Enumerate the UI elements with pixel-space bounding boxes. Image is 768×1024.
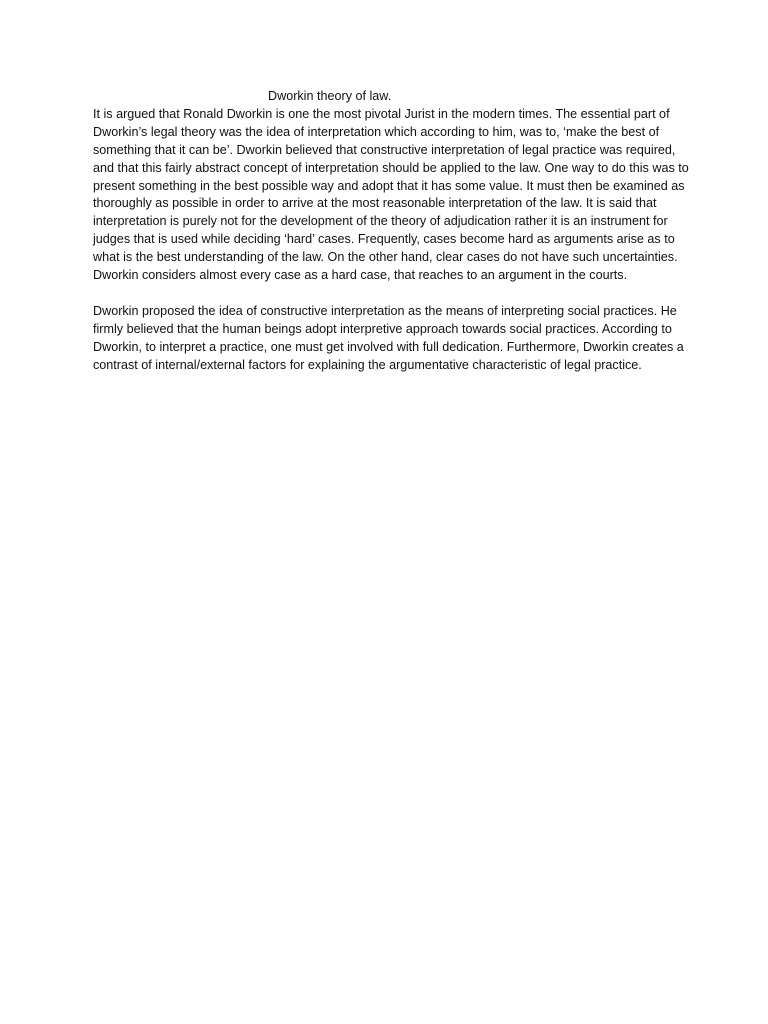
document-body bbox=[93, 88, 693, 374]
paragraph-1: It is argued that Ronald Dworkin is one the most pivotal Jurist in the modern times. The essential part of Dworkin’s legal theory was the idea of interpretation which according to him, was to, ‘make the best of something that it can be’. Dworkin believed that constructive interpretation of legal practice was required, and that this fairly abstract concept of interpretation should be applied to the law. One way to do this was to present something in the best possible way and adopt that it has some value. It must then be examined as thoroughly as possible in order to arrive at the most reasonable interpretation of the law. It is said that interpretation is purely not for the development of the theory of adjudication rather it is an instrument for judges that is used while deciding ‘hard’ cases. Frequently, cases become hard as arguments arise as to what is the best understanding of the law. On the other hand, clear cases do not have such uncertainties. Dworkin considers almost every case as a hard case, that reaches to an argument in the courts. bbox=[93, 106, 689, 283]
document-title: Dworkin theory of law. bbox=[268, 89, 392, 103]
paragraph-2: Dworkin proposed the idea of constructive interpretation as the means of interpreting social practices. He firmly believed that the human beings adopt interpretive approach towards social practices. According to Dworkin, to interpret a practice, one must get involved with full dedication. Furthermore, Dworkin creates a contrast of internal/external factors for explaining the argumentative characteristic of legal practice. bbox=[93, 303, 684, 372]
